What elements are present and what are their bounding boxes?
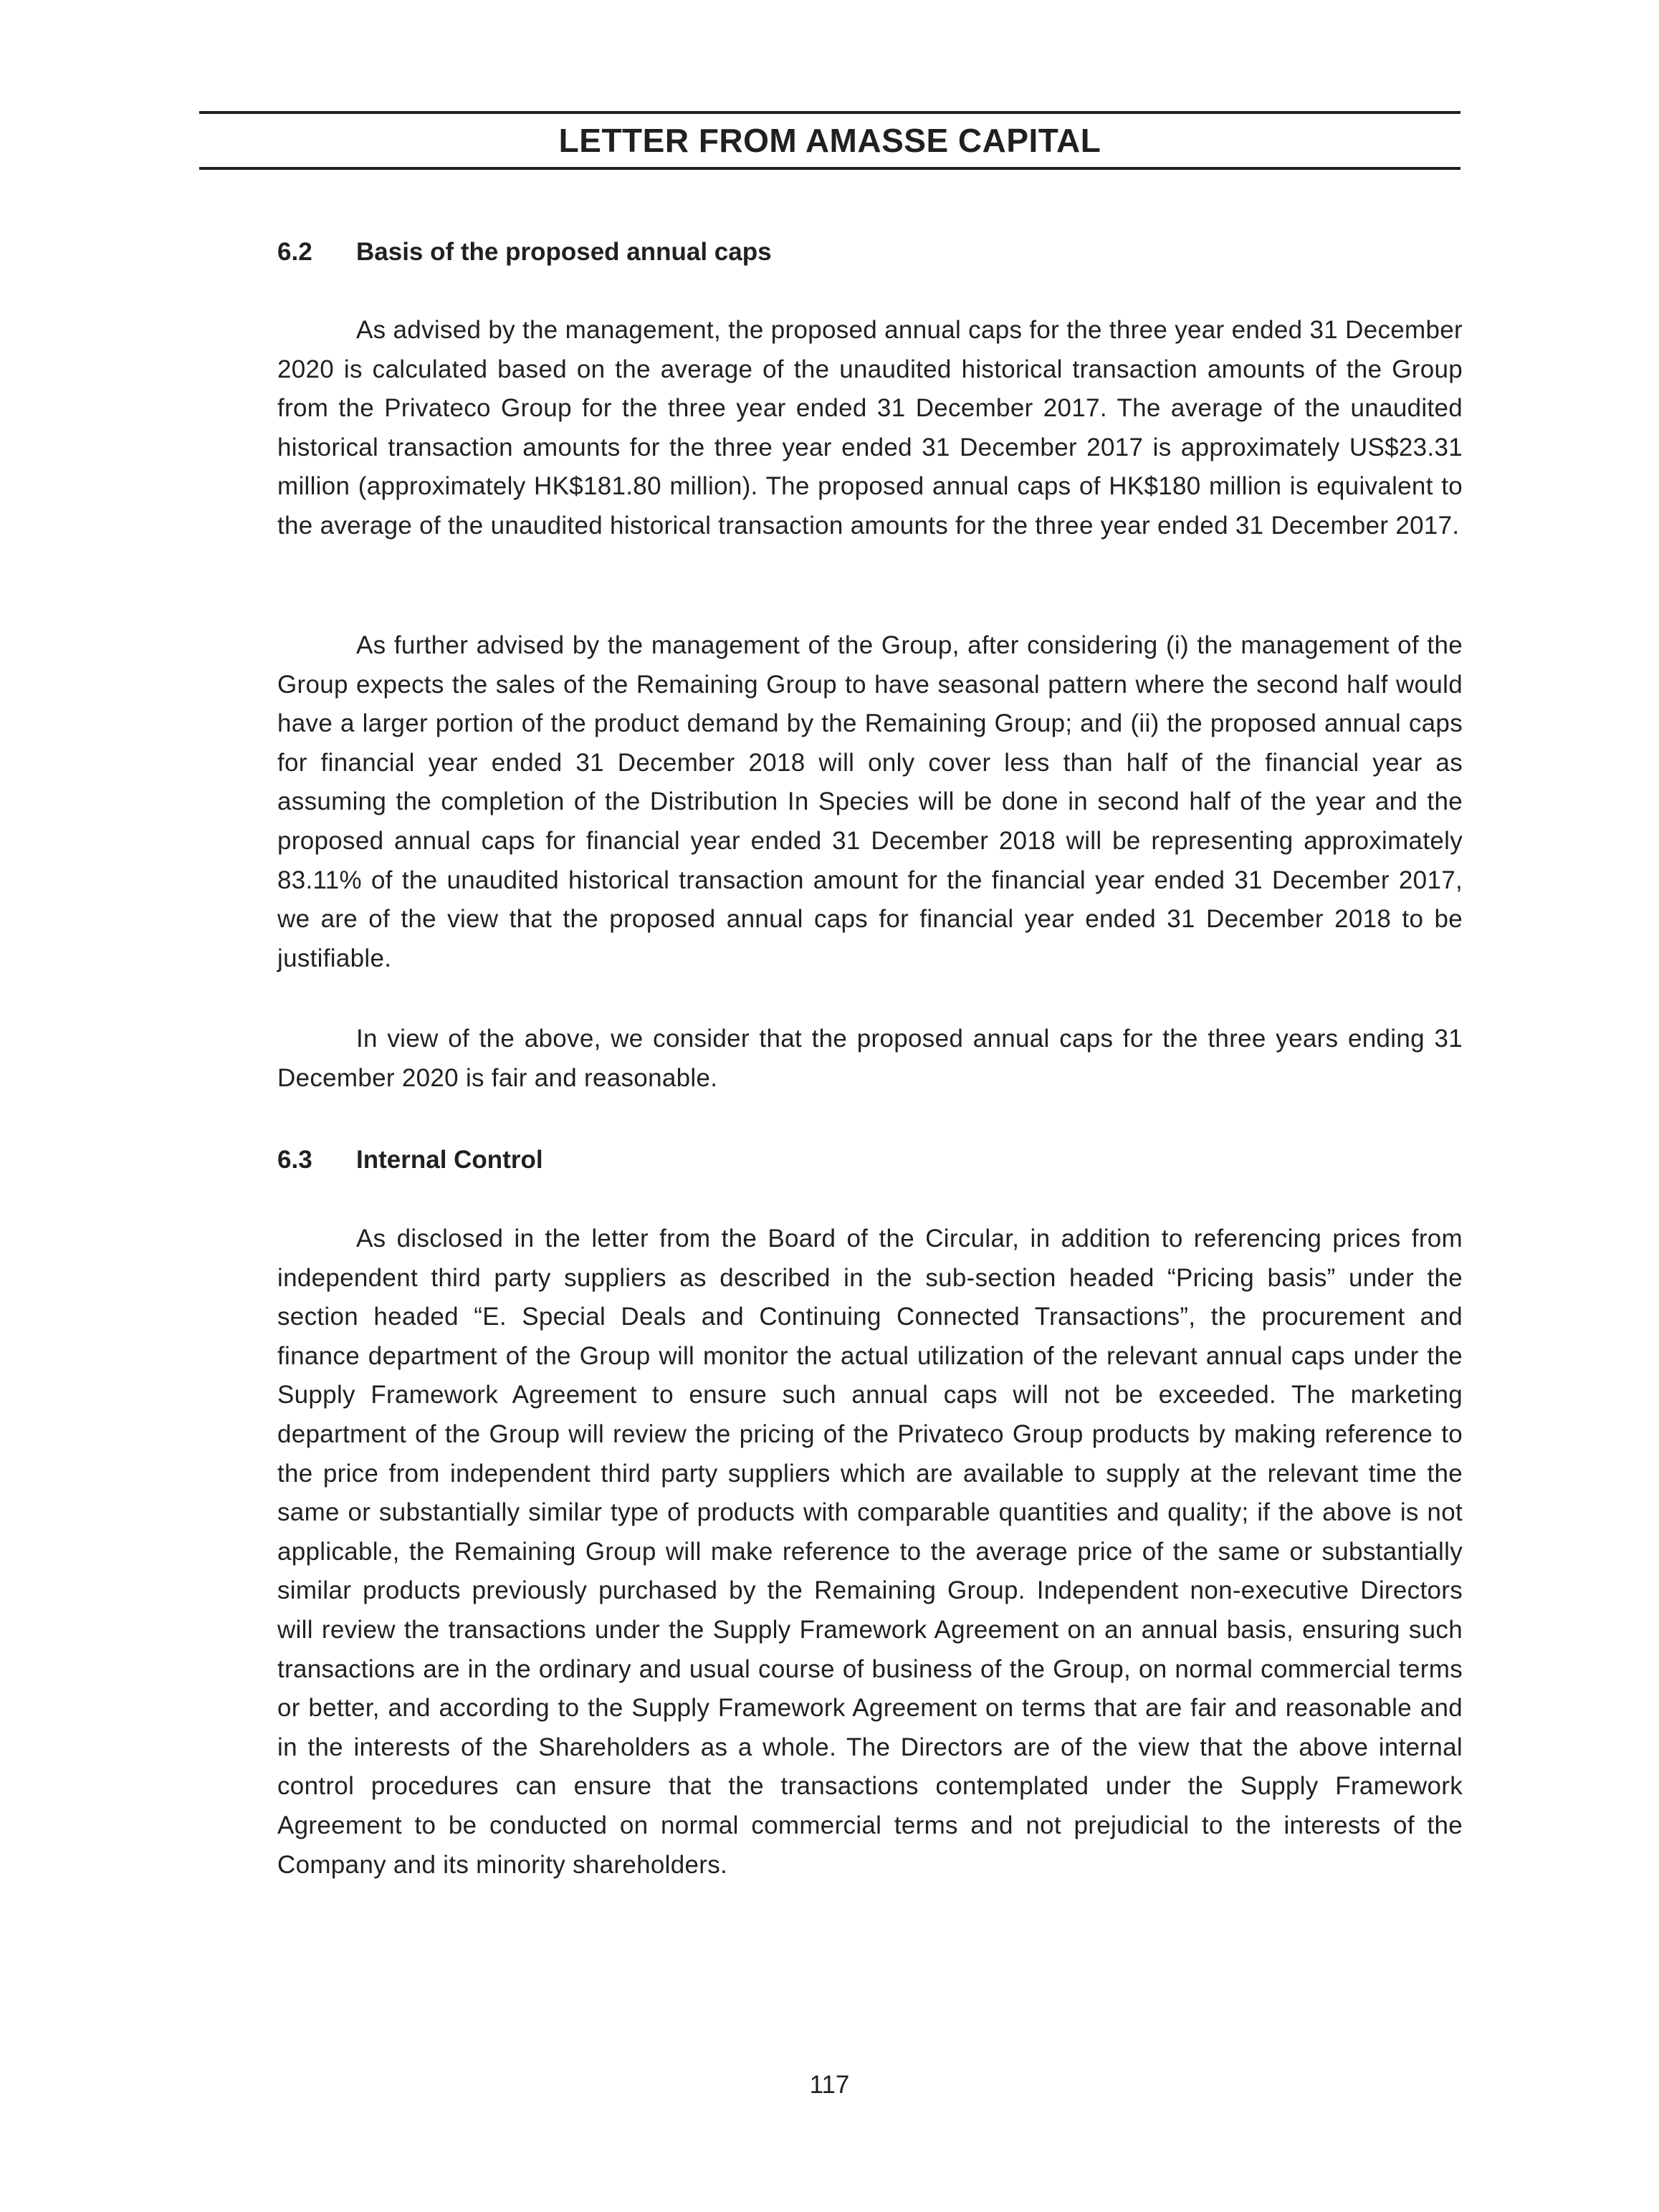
paragraph-fair-and-reasonable: In view of the above, we consider that the proposed annual caps for the three years ending 31 December 2020 is fair and reasonable. — [277, 1025, 1463, 1092]
header-top-rule — [199, 111, 1460, 114]
page-number: 117 — [809, 2071, 850, 2099]
section-title: Internal Control — [356, 1146, 543, 1174]
section-title: Basis of the proposed annual caps — [356, 238, 772, 266]
section-number: 6.2 — [277, 238, 312, 266]
paragraph-annual-caps-basis: As advised by the management, the proposed annual caps for the three year ended 31 December 2020 is calculated based on the average of the unaudited historical transaction amounts of the Group from the Privateco Group for the three year ended 31 December 2017. The average of the unaudited historical transaction amounts for the three year ended 31 December 2017 is approximately US$23.31 million (approximately HK$181.80 million). The proposed annual caps of HK$180 million is equivalent to the average of the unaudited historical transaction amounts for the three year ended 31 December 2017. — [277, 316, 1463, 540]
header-bottom-rule — [199, 167, 1460, 170]
paragraph-management-considerations: As further advised by the management of the Group, after considering (i) the management of the Group expects the sales of the Remaining Group to have seasonal pattern where the second half would have a larger portion of the product demand by the Remaining Group; and (ii) the proposed annual caps for financial year ended 31 December 2018 will only cover less than half of the financial year as assuming the completion of the Distribution In Species will be done in second half of the year and the proposed annual caps for financial year ended 31 December 2018 will be representing approximately 83.11% of the unaudited historical transaction amount for the financial year ended 31 December 2017, we are of the view that the proposed annual caps for financial year ended 31 December 2018 to be justifiable. — [277, 631, 1463, 972]
paragraph-internal-control: As disclosed in the letter from the Board of the Circular, in addition to referencing prices from independent third party suppliers as described in the sub-section headed “Pricing basis” under the section headed “E. Special Deals and Continuing Connected Transactions”, the procurement and finance department of the Group will monitor the actual utilization of the relevant annual caps under the Supply Framework Agreement to ensure such annual caps will not be exceeded. The marketing department of the Group will review the pricing of the Privateco Group products by making reference to the price from independent third party suppliers which are available to supply at the relevant time the same or substantially similar type of products with comparable quantities and quality; if the above is not applicable, the Remaining Group will make reference to the average price of the same or substantially similar products previously purchased by the Remaining Group. Independent non-executive Directors will review the transactions under the Supply Framework Agreement on an annual basis, ensuring such transactions are in the ordinary and usual course of business of the Group, on normal commercial terms or better, and according to the Supply Framework Agreement on terms that are fair and reasonable and in the interests of the Shareholders as a whole. The Directors are of the view that the above internal control procedures can ensure that the transactions contemplated under the Supply Framework Agreement to be conducted on normal commercial terms and not prejudicial to the interests of the Company and its minority shareholders. — [277, 1225, 1463, 1879]
section-heading-6-3 — [277, 1144, 1463, 1176]
section-heading-6-2 — [277, 236, 1463, 268]
section-number: 6.3 — [277, 1146, 312, 1174]
page-header-title: LETTER FROM AMASSE CAPITAL — [558, 122, 1101, 159]
